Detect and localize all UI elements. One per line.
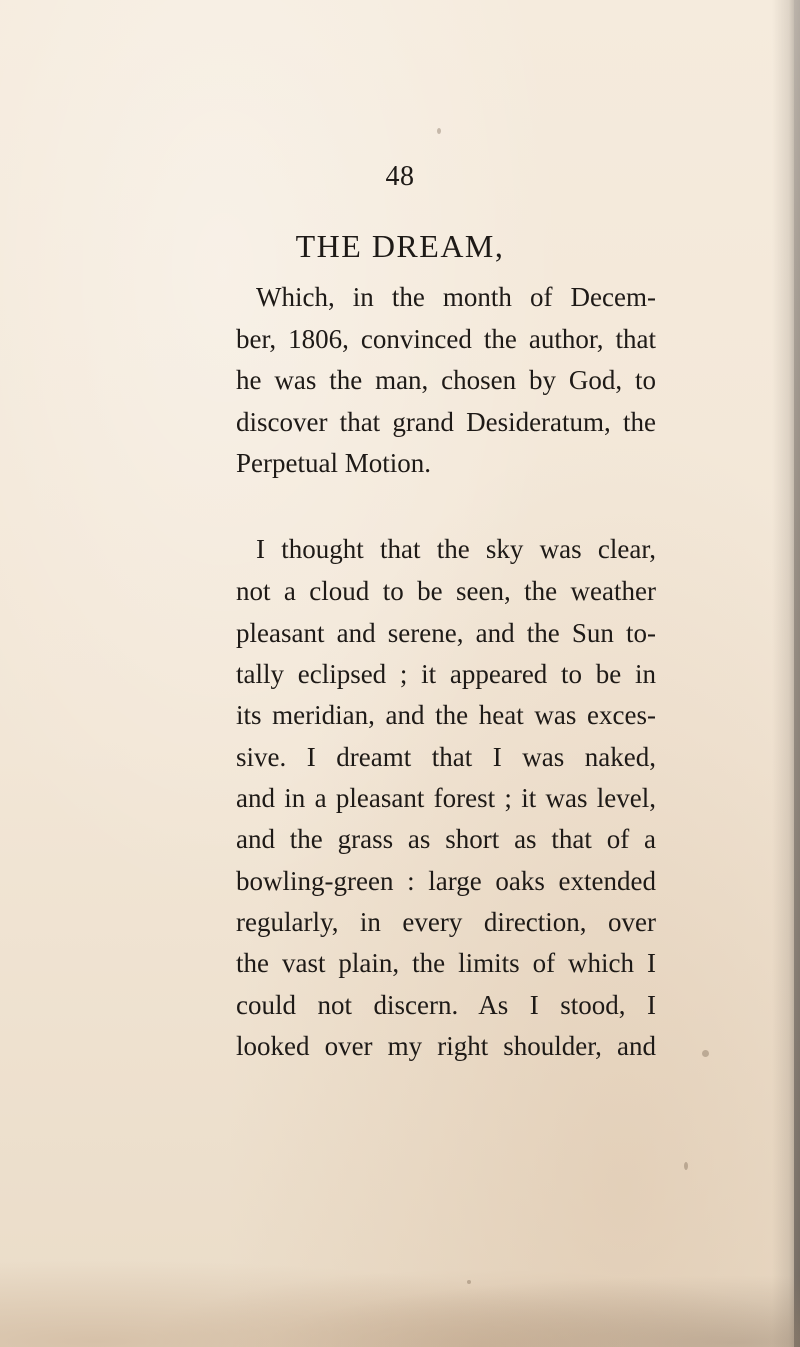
page-number: 48 [385,161,415,192]
text-line: the vast plain, the limits of which I [236,948,656,978]
paper-speck [437,128,441,134]
text-line: and the grass as short as that of a [236,824,656,854]
text-line: not a cloud to be seen, the weather [236,576,656,606]
text-line: ber, 1806, convinced the author, that [236,324,656,354]
paper-speck [467,1280,471,1284]
paper-speck [702,1050,709,1057]
paper-stain [0,1237,800,1347]
text-line: discover that grand Desideratum, the [236,407,656,437]
text-line: Perpetual Motion. [236,448,431,478]
text-line: sive. I dreamt that I was naked, [236,742,656,772]
paper-speck [684,1162,688,1170]
text-line: Which, in the month of Decem- [256,282,656,312]
text-line: its meridian, and the heat was exces- [236,700,656,730]
text-line: I thought that the sky was clear, [256,534,656,564]
text-line: he was the man, chosen by God, to [236,365,656,395]
text-line: regularly, in every direction, over [236,907,656,937]
text-line: could not discern. As I stood, I [236,990,656,1020]
text-line: tally eclipsed ; it appeared to be in [236,659,656,689]
page-edge [794,0,800,1347]
text-line: pleasant and serene, and the Sun to- [236,618,656,648]
text-line: looked over my right shoulder, and [236,1031,656,1061]
chapter-title: THE DREAM, [295,228,505,264]
text-line: bowling-green : large oaks extended [236,866,656,896]
text-line: and in a pleasant forest ; it was level, [236,783,656,813]
